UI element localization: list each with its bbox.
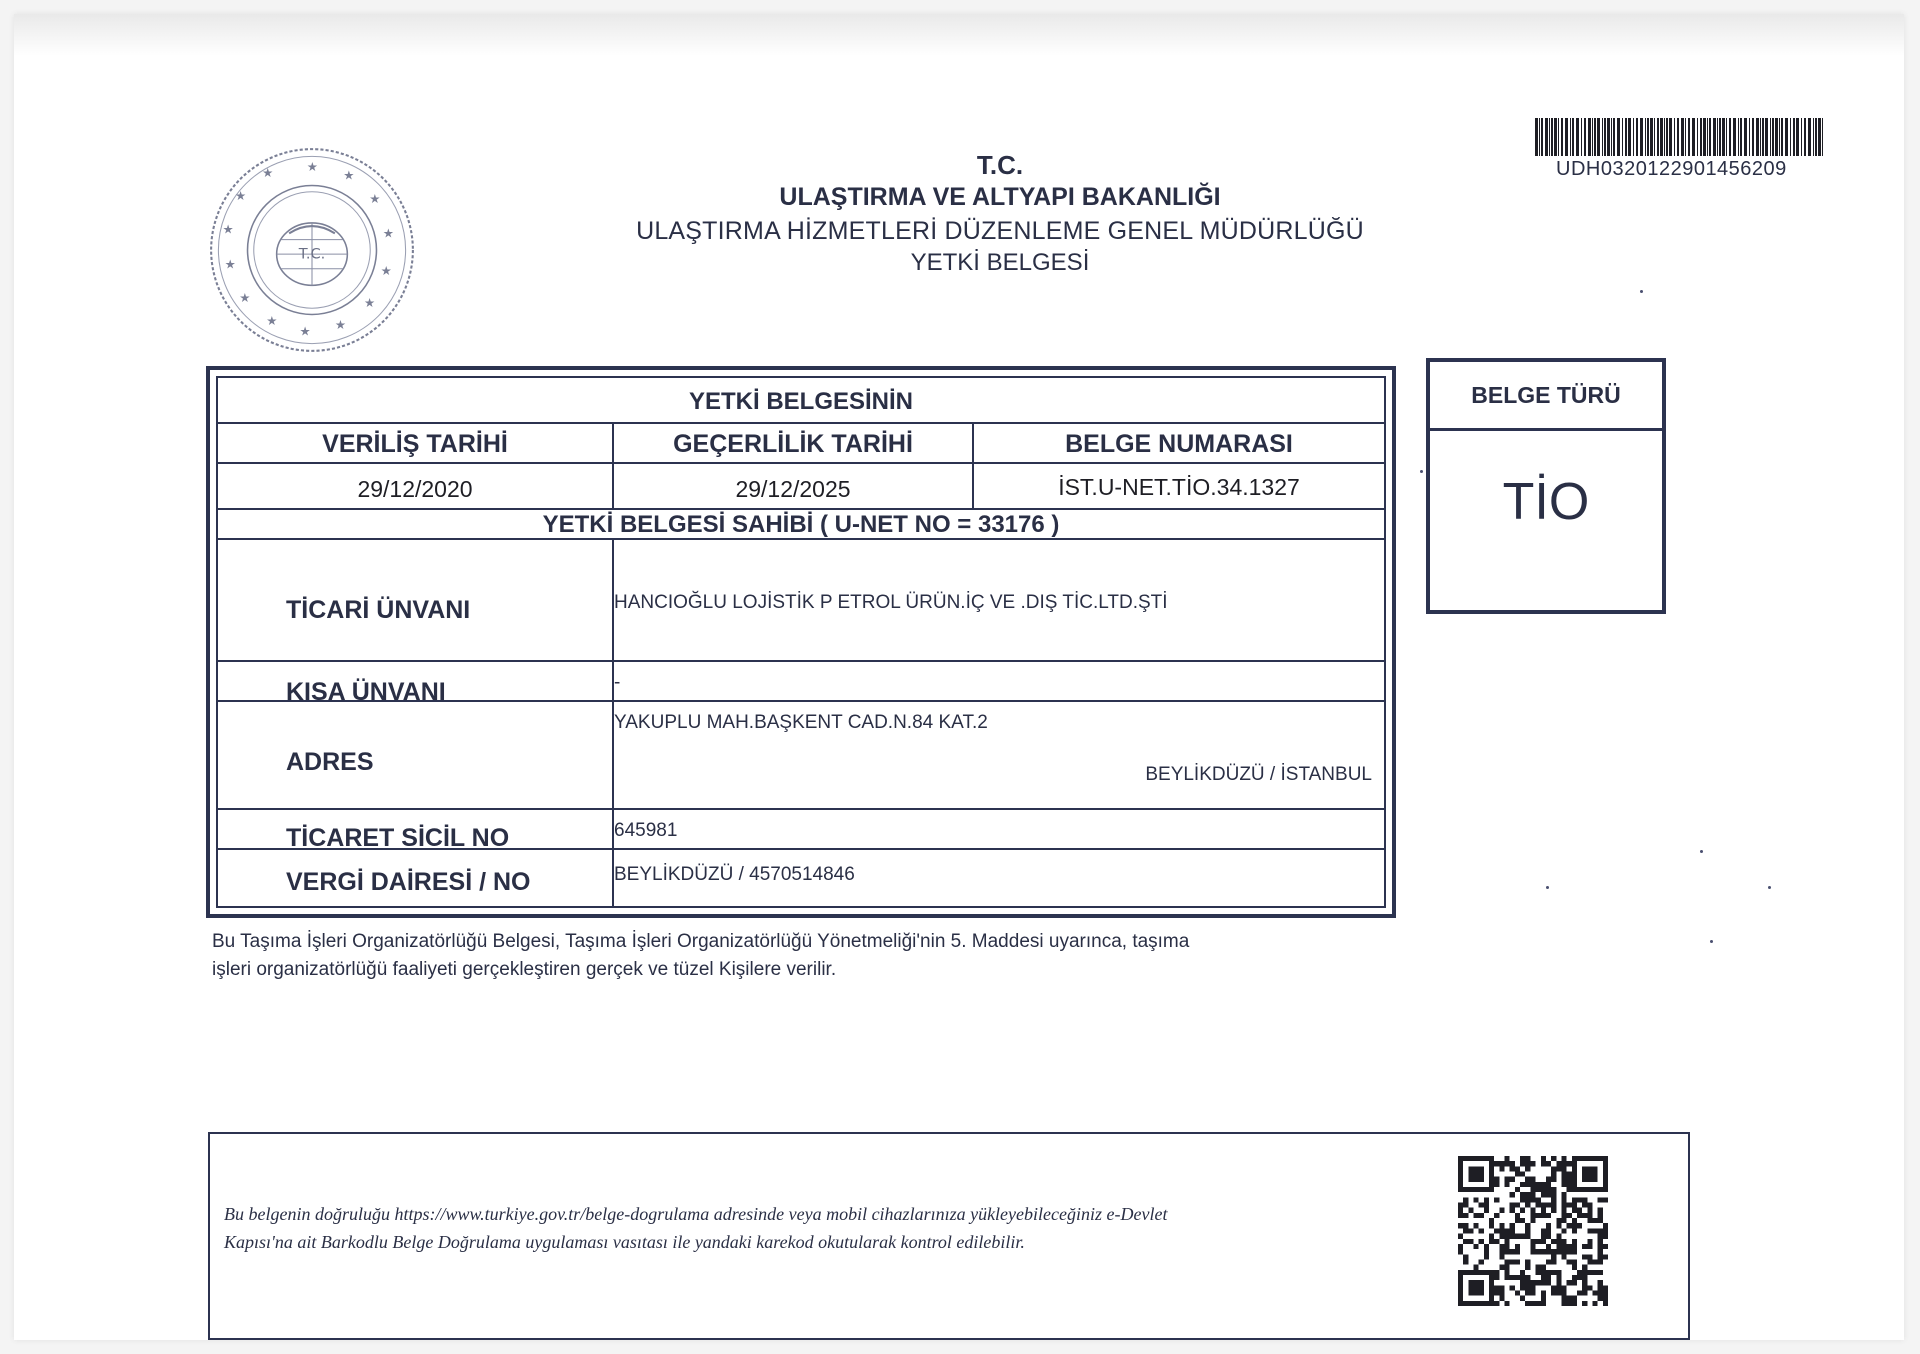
value-short-name: - [614,672,621,693]
svg-text:★: ★ [224,256,236,272]
scan-speck [1768,886,1771,889]
value-address-city: BEYLİKDÜZÜ / İSTANBUL [1145,764,1372,785]
svg-text:★: ★ [222,221,234,237]
svg-text:★: ★ [262,165,274,181]
svg-text:★: ★ [239,290,251,305]
column-header-issue-date: VERİLİŞ TARİHİ [322,430,508,458]
document-header [560,150,1440,278]
column-header-document-number: BELGE NUMARASI [1065,430,1293,458]
scan-speck [1546,886,1549,889]
label-trade-registry: TİCARET SİCİL NO [286,824,510,852]
document-title: YETKİ BELGESİ [910,249,1090,276]
label-tax-office: VERGİ DAİRESİ / NO [286,868,531,896]
svg-text:★: ★ [380,262,392,278]
barcode-number: UDH0320122901456209 [1556,158,1787,180]
certificate-table [206,366,1396,918]
svg-text:★: ★ [266,312,278,328]
ministry-seal-icon [208,146,416,354]
value-trade-registry: 645981 [614,820,678,841]
verification-line: Bu belgenin doğruluğu https://www.turkiye.gov.tr/belge-dogrulama adresinde veya mobil cihazlarınıza yükleyebileceğiniz e-Devlet [224,1204,1168,1224]
column-header-validity-date: GEÇERLİLİK TARİHİ [673,430,913,458]
document-type-code: TİO [1502,473,1590,531]
verification-line: Kapısı'na ait Barkodlu Belge Doğrulama uygulaması vasıtası ile yandaki karekod okutularak kontrol edilebilir. [224,1232,1025,1252]
svg-text:★: ★ [299,323,311,339]
svg-text:T.C.: T.C. [298,245,326,263]
barcode-icon [1535,118,1825,156]
qr-code-icon[interactable] [1458,1156,1608,1306]
label-short-name: KISA ÜNVANI [286,678,446,706]
svg-text:★: ★ [306,158,318,174]
section-title: YETKİ BELGESİNİN [688,388,914,415]
validity-date-value: 29/12/2025 [735,476,851,502]
value-trade-name: HANCIOĞLU LOJİSTİK P ETROL ÜRÜN.İÇ VE .DIŞ TİC.LTD.ŞTİ [614,592,1168,613]
legal-note [212,928,1412,984]
verification-text [224,1200,1424,1256]
legal-note-line: işleri organizatörlüğü faaliyeti gerçekleştiren gerçek ve tüzel Kişilere verilir. [212,959,837,980]
document-type-box [1426,358,1666,614]
directorate-name: ULAŞTIRMA HİZMETLERİ DÜZENLEME GENEL MÜDÜRLÜĞÜ [636,217,1364,245]
scan-speck [1710,940,1713,943]
value-tax-office: BEYLİKDÜZÜ / 4570514846 [614,864,855,885]
country-label: T.C. [976,150,1024,180]
value-address: YAKUPLU MAH.BAŞKENT CAD.N.84 KAT.2 [614,712,988,733]
scan-speck [1420,470,1423,473]
svg-text:★: ★ [369,191,381,207]
issue-date-value: 29/12/2020 [357,476,473,502]
svg-text:★: ★ [235,188,247,204]
scan-edge [14,14,1904,56]
owner-title: YETKİ BELGESİ SAHİBİ ( U-NET NO = 33176 ) [542,511,1060,538]
verification-box [208,1132,1690,1340]
label-trade-name: TİCARİ ÜNVANI [286,596,471,624]
scan-speck [1640,290,1643,293]
ministry-name: ULAŞTIRMA VE ALTYAPI BAKANLIĞI [779,183,1221,211]
svg-text:★: ★ [334,317,347,333]
legal-note-line: Bu Taşıma İşleri Organizatörlüğü Belgesi, Taşıma İşleri Organizatörlüğü Yönetmeliği'nin 5. Maddesi uyarınca, taşıma [212,931,1190,952]
svg-text:★: ★ [343,167,355,183]
label-address: ADRES [286,748,374,776]
svg-text:★: ★ [382,225,394,241]
svg-text:★: ★ [364,295,376,311]
scan-speck [1700,850,1703,853]
document-type-title: BELGE TÜRÜ [1430,362,1662,431]
document-number-value: İST.U-NET.TİO.34.1327 [1058,474,1300,500]
